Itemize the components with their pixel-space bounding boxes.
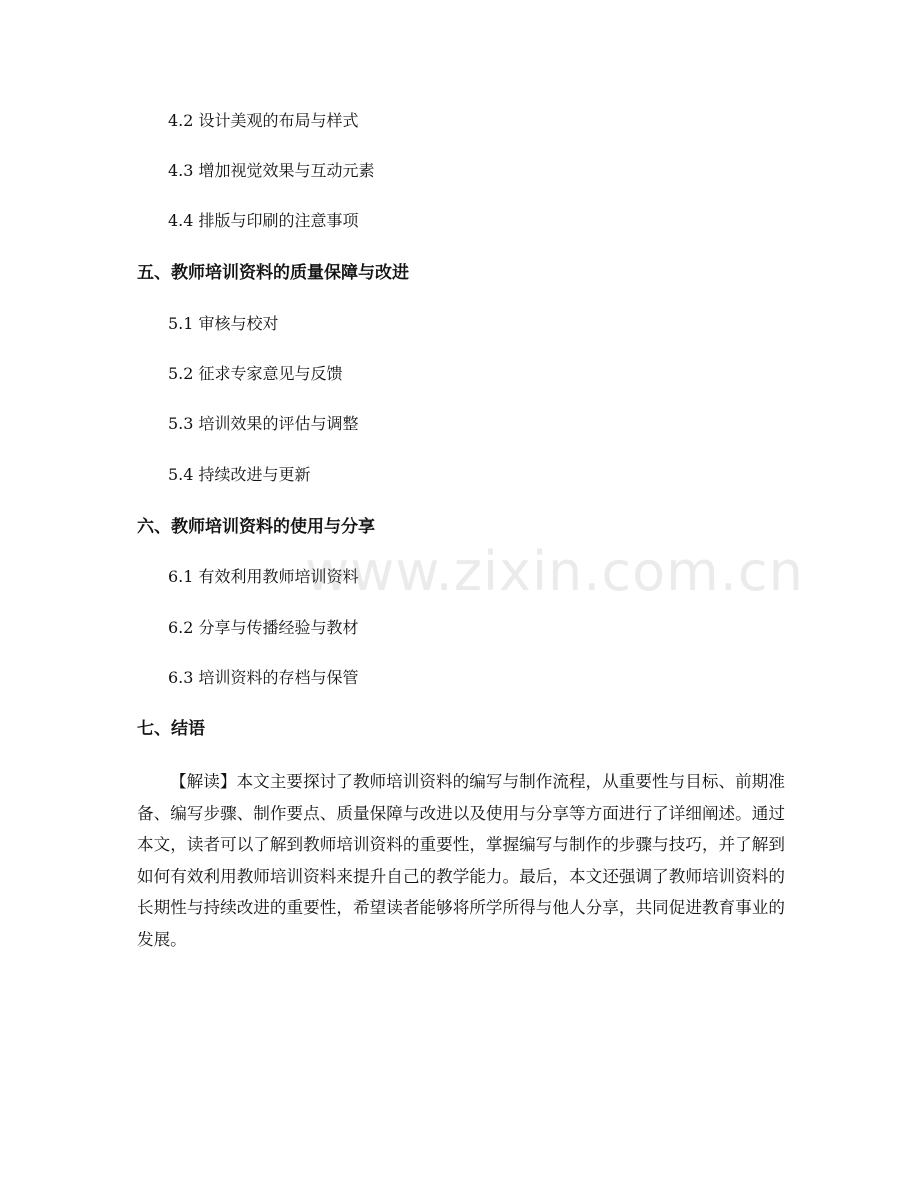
toc-item-5-1: 5.1 审核与校对: [168, 314, 279, 333]
toc-item-6-2: 6.2 分享与传播经验与教材: [168, 618, 359, 637]
toc-item-4-4: 4.4 排版与印刷的注意事项: [168, 211, 359, 230]
section-heading-7: 七、结语: [137, 719, 205, 739]
site-watermark: www.zixin.com.cn: [305, 540, 804, 603]
interpretation-paragraph: 【解读】本文主要探讨了教师培训资料的编写与制作流程，从重要性与目标、前期准备、编写步骤、制作要点、质量保障与改进以及使用与分享等方面进行了详细阐述。通过本文，读者可以了解到教师培训资料的重要性，掌握编写与制作的步骤与技巧，并了解到如何有效利用教师培训资料来提升自己的教学能力。最后，本文还强调了教师培训资料的长期性与持续改进的重要性，希望读者能够将所学所得与他人分享，共同促进教育事业的发展。: [137, 772, 785, 949]
section-heading-6: 六、教师培训资料的使用与分享: [137, 517, 375, 537]
toc-item-6-3: 6.3 培训资料的存档与保管: [168, 668, 359, 687]
toc-item-5-4: 5.4 持续改进与更新: [168, 465, 311, 484]
section-heading-5: 五、教师培训资料的质量保障与改进: [137, 263, 409, 283]
toc-item-4-2: 4.2 设计美观的布局与样式: [168, 111, 359, 130]
toc-item-5-3: 5.3 培训效果的评估与调整: [168, 414, 359, 433]
toc-item-4-3: 4.3 增加视觉效果与互动元素: [168, 161, 375, 180]
toc-item-5-2: 5.2 征求专家意见与反馈: [168, 364, 343, 383]
toc-item-6-1: 6.1 有效利用教师培训资料: [168, 567, 359, 586]
